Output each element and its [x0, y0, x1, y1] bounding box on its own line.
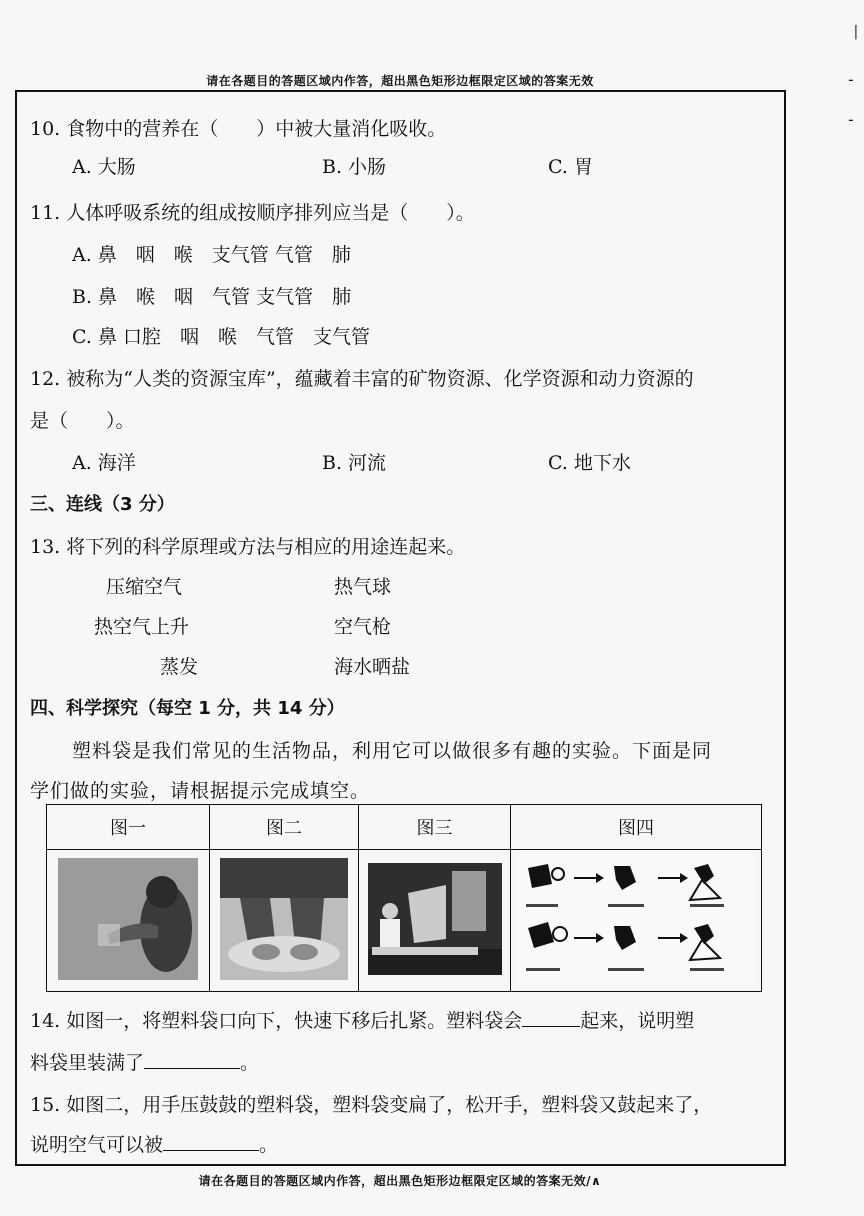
q11-stem: 11. 人体呼吸系统的组成按顺序排列应当是（ ）。 [30, 202, 475, 224]
q15-blank[interactable] [163, 1132, 259, 1151]
figure-1-photo [58, 858, 198, 980]
q12-stem-line1: 12. 被称为“人类的资源宝库”，蕴藏着丰富的矿物资源、化学资源和动力资源的 [30, 368, 694, 390]
figure-1-label: 图一 [47, 805, 210, 850]
q14-text-c: 料袋里装满了 [30, 1052, 145, 1074]
q14-blank-1[interactable] [522, 1008, 580, 1027]
q15-line2 [30, 1130, 278, 1157]
q12-stem-line2: 是（ ）。 [30, 410, 135, 432]
q13-left-item: 热空气上升 [94, 616, 190, 638]
figure-2-photo [220, 858, 348, 980]
q14-line2 [30, 1048, 259, 1075]
q11-option-a: A. 鼻 咽 喉 支气管 气管 肺 [72, 244, 351, 266]
q11-option-c: C. 鼻 口腔 咽 喉 气管 支气管 [72, 326, 370, 348]
figure-3-label: 图三 [359, 805, 511, 850]
q14-line1 [30, 1006, 694, 1033]
intro-line1: 塑料袋是我们常见的生活物品，利用它可以做很多有趣的实验。下面是同 [72, 740, 713, 762]
q10-option-b: B. 小肠 [322, 156, 387, 178]
section-3-title: 三、连线（3 分） [30, 494, 175, 515]
q13-left-item: 蒸发 [160, 656, 199, 678]
figure-2-label: 图二 [210, 805, 359, 850]
q14-text-b: 起来，说明塑 [580, 1010, 695, 1032]
q10-option-a: A. 大肠 [72, 156, 136, 178]
page-footer-notice: 请在各题目的答题区域内作答，超出黑色矩形边框限定区域的答案无效/∧ [198, 1174, 602, 1188]
q15-line1: 15. 如图二，用手压鼓鼓的塑料袋，塑料袋变扁了，松开手，塑料袋又鼓起来了， [30, 1094, 713, 1116]
q15-text-a: 说明空气可以被 [30, 1134, 164, 1156]
figure-4-label: 图四 [511, 805, 762, 850]
q14-text-a: 14. 如图一，将塑料袋口向下，快速下移后扎紧。塑料袋会 [30, 1010, 523, 1032]
q14-text-d: 。 [240, 1052, 260, 1074]
edge-mark: - [848, 70, 854, 89]
q10-option-c: C. 胃 [548, 156, 593, 178]
q12-option-a: A. 海洋 [72, 452, 136, 474]
q12-option-c: C. 地下水 [548, 452, 631, 474]
edge-mark: 丨 [848, 23, 864, 42]
intro-line2: 学们做的实验，请根据提示完成填空。 [30, 780, 371, 802]
q14-blank-2[interactable] [144, 1050, 240, 1069]
figure-3-photo [368, 863, 502, 975]
edge-mark: - [848, 110, 854, 129]
q13-right-item: 热气球 [334, 576, 392, 598]
q13-left-item: 压缩空气 [106, 576, 183, 598]
figure-4-diagram [518, 854, 754, 984]
q13-right-item: 海水晒盐 [334, 656, 411, 678]
page-header-notice: 请在各题目的答题区域内作答，超出黑色矩形边框限定区域的答案无效 [206, 74, 594, 88]
q10-stem: 10. 食物中的营养在（ ）中被大量消化吸收。 [30, 118, 447, 140]
figure-table [46, 804, 762, 992]
q13-stem: 13. 将下列的科学原理或方法与相应的用途连起来。 [30, 536, 466, 558]
section-4-title: 四、科学探究（每空 1 分，共 14 分） [30, 698, 345, 719]
q11-option-b: B. 鼻 喉 咽 气管 支气管 肺 [72, 286, 352, 308]
q15-text-b: 。 [259, 1134, 279, 1156]
q12-option-b: B. 河流 [322, 452, 387, 474]
q13-right-item: 空气枪 [334, 616, 392, 638]
